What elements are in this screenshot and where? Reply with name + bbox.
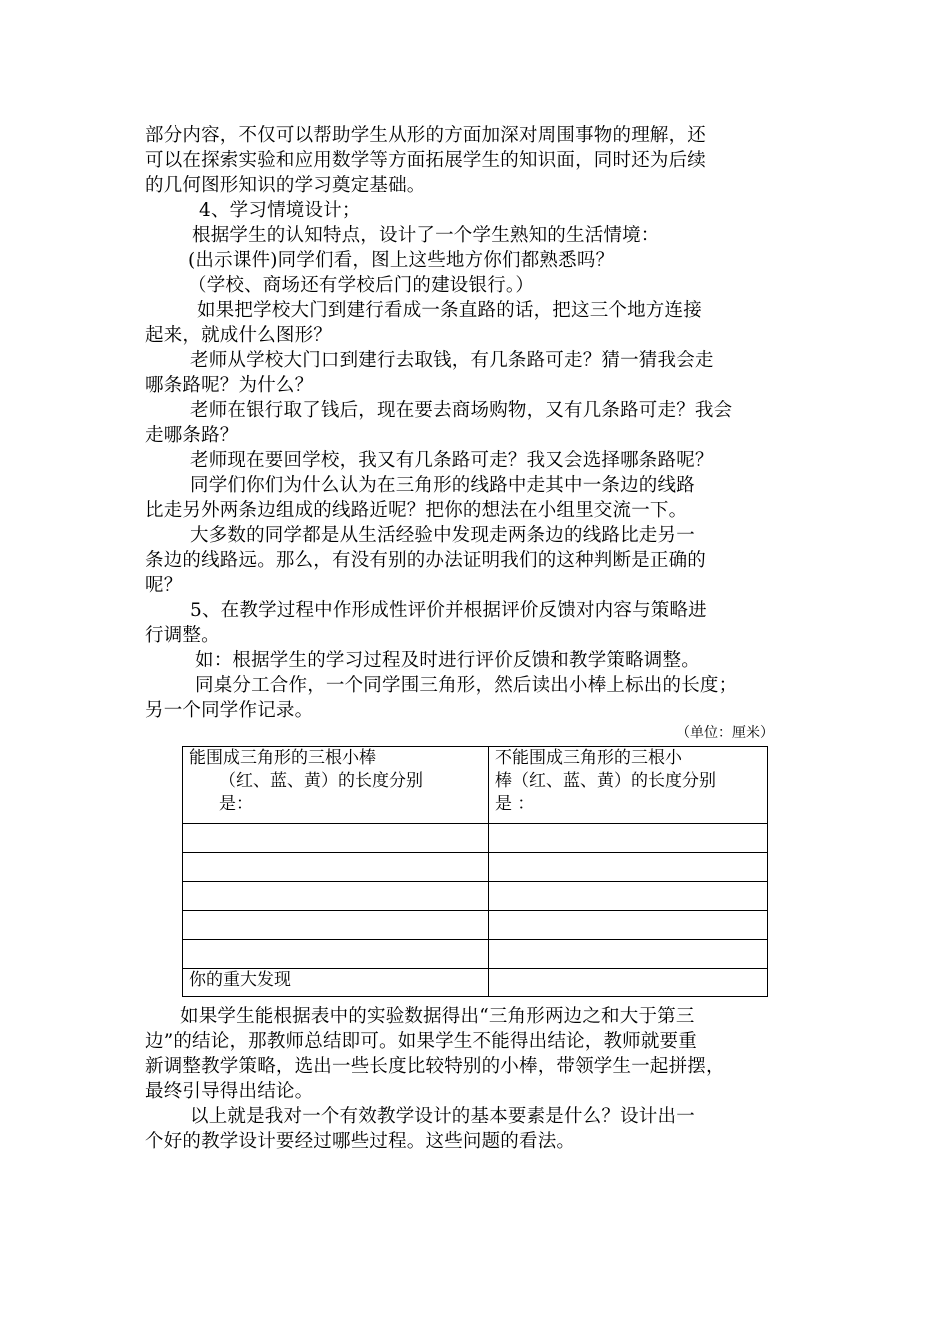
table-row [183, 940, 768, 969]
table-cell [489, 853, 768, 882]
header-text: 是： [219, 794, 253, 814]
paragraph-line: (出示课件)同学们看，图上这些地方你们都熟悉吗？ [188, 250, 615, 271]
header-cannot-form-triangle [489, 747, 768, 824]
paragraph-line: 大多数的同学都是从生活经验中发现走两条边的线路比走另一 [190, 525, 695, 546]
paragraph-line: 另一个同学作记录。 [145, 700, 314, 721]
table-cell [183, 911, 489, 940]
table-cell [489, 969, 768, 997]
section-heading-5: 5、在教学过程中作形成性评价并根据评价反馈对内容与策略进 [190, 600, 707, 621]
paragraph-line: 新调整教学策略，选出一些长度比较特别的小棒，带领学生一起拼摆， [145, 1056, 725, 1077]
paragraph-line: 条边的线路远。那么，有没有别的办法证明我们的这种判断是正确的 [145, 550, 707, 571]
table-row [183, 853, 768, 882]
table-row-discovery [183, 969, 768, 997]
section-heading-4: 4、学习情境设计； [199, 200, 361, 221]
table-cell [183, 940, 489, 969]
table-header-row [183, 747, 768, 824]
paragraph-line: 比走另外两条边组成的线路近呢？把你的想法在小组里交流一下。 [145, 500, 688, 521]
header-text: 棒（红、蓝、黄）的长度分别 [495, 771, 716, 791]
unit-note: （单位：厘米） [676, 725, 774, 741]
paragraph-line: 老师在银行取了钱后，现在要去商场购物，又有几条路可走？我会 [190, 400, 733, 421]
paragraph-line: 行调整。 [145, 625, 220, 646]
header-can-form-triangle [183, 747, 489, 824]
paragraph-line: 老师从学校大门口到建行去取钱，有几条路可走？猜一猜我会走 [190, 350, 714, 371]
paragraph-line: 根据学生的认知特点，设计了一个学生熟知的生活情境： [192, 225, 660, 246]
header-text: （红、蓝、黄）的长度分别 [219, 771, 423, 791]
paragraph-line: 如果把学校大门到建行看成一条直路的话，把这三个地方连接 [197, 300, 702, 321]
header-text: 能围成三角形的三根小棒 [189, 748, 376, 768]
table-cell [489, 882, 768, 911]
table-row [183, 882, 768, 911]
paragraph-line: 如果学生能根据表中的实验数据得出“三角形两边之和大于第三 [180, 1006, 695, 1027]
paragraph-line: 同学们你们为什么认为在三角形的线路中走其中一条边的线路 [190, 475, 695, 496]
paragraph-line: 个好的教学设计要经过哪些过程。这些问题的看法。 [145, 1131, 576, 1152]
paragraph-line: 的几何图形知识的学习奠定基础。 [145, 175, 426, 196]
paragraph-line: 可以在探索实验和应用数学等方面拓展学生的知识面，同时还为后续 [145, 150, 707, 171]
paragraph-line: 部分内容，不仅可以帮助学生从形的方面加深对周围事物的理解，还 [145, 125, 707, 146]
paragraph-line: （学校、商场还有学校后门的建设银行。） [188, 275, 535, 296]
record-table [182, 746, 768, 997]
paragraph-line: 如：根据学生的学习过程及时进行评价反馈和教学策略调整。 [195, 650, 700, 671]
header-text: 不能围成三角形的三根小 [495, 748, 682, 768]
table-cell [489, 911, 768, 940]
discovery-label: 你的重大发现 [183, 969, 489, 997]
table-cell [183, 824, 489, 853]
table-cell [489, 940, 768, 969]
table-row [183, 824, 768, 853]
paragraph-line: 同桌分工合作，一个同学围三角形，然后读出小棒上标出的长度； [195, 675, 738, 696]
table-cell [489, 824, 768, 853]
paragraph-line: 老师现在要回学校，我又有几条路可走？我又会选择哪条路呢？ [190, 450, 714, 471]
paragraph-line: 边”的结论，那教师总结即可。如果学生不能得出结论，教师就要重 [145, 1031, 697, 1052]
table-cell [183, 882, 489, 911]
table-cell [183, 853, 489, 882]
table-row [183, 911, 768, 940]
header-text: 是 ： [495, 794, 535, 814]
paragraph-line: 最终引导得出结论。 [145, 1081, 314, 1102]
paragraph-line: 起来，就成什么图形？ [145, 325, 333, 346]
paragraph-line: 走哪条路？ [145, 425, 239, 446]
paragraph-line: 以上就是我对一个有效教学设计的基本要素是什么？设计出一 [190, 1106, 695, 1127]
paragraph-line: 呢？ [145, 575, 183, 596]
paragraph-line: 哪条路呢？为什么？ [145, 375, 314, 396]
